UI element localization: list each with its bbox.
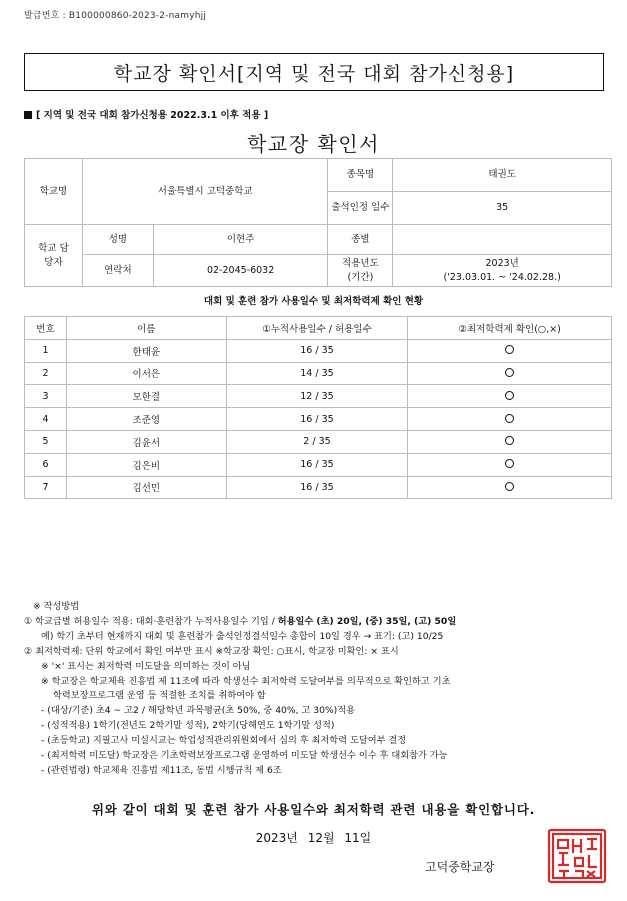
athlete-table-header: [25, 317, 612, 340]
row-check: [408, 430, 612, 453]
contact-value: 02-2045-6032: [153, 255, 328, 287]
period-value: [393, 255, 612, 287]
principal-name: 고덕중학교장: [425, 860, 495, 874]
row-check: [408, 362, 612, 385]
school-value: 서울특별시 고덕중학교: [82, 159, 328, 225]
col-header-no: 번호: [25, 317, 67, 340]
circle-check-icon: [505, 436, 514, 445]
row-days: 16 / 35: [226, 453, 408, 476]
square-bullet-icon: [24, 111, 32, 119]
table-row: [25, 453, 612, 476]
circle-check-icon: [505, 368, 514, 377]
guide-line: - (대상/기준) 초4 ~ 고2 / 해당학년 과목평균(초 50%, 중 40%, 고 30%)적용: [41, 705, 356, 717]
row-name: 김은비: [66, 453, 226, 476]
table-row: [25, 385, 612, 408]
row-no: 7: [25, 476, 67, 499]
row-days: 14 / 35: [226, 362, 408, 385]
circle-check-icon: [505, 391, 514, 400]
period-range: ('23.03.01. ~ '24.02.28.): [443, 271, 561, 283]
row-no: 1: [25, 339, 67, 362]
guide-line: - (최저학력 미도달) 학교장은 기초학력보장프로그램 운영하여 미도달 학생선수 이수 후 대회참가 가능: [41, 750, 448, 762]
school-seal-stamp: [545, 826, 609, 886]
attendance-label: 출석인정 일수: [328, 192, 393, 225]
guide-line: - (성적적용) 1학기(전년도 2학기말 성적), 2학기(당해연도 1학기말 성적): [41, 720, 335, 732]
category-label: 종별: [328, 225, 393, 255]
row-check: [408, 476, 612, 499]
guide-line: ※ 학교장은 학교체육 진흥법 제 11조에 따라 학생선수 최저학력 도달여부를 의무적으로 확인하고 기초: [41, 675, 451, 687]
row-name: 조준영: [66, 408, 226, 431]
row-no: 2: [25, 362, 67, 385]
notice-line: [24, 107, 268, 121]
row-name: 모한결: [66, 385, 226, 408]
row-days: 2 / 35: [226, 430, 408, 453]
date-year: 2023년: [255, 831, 298, 845]
row-no: 6: [25, 453, 67, 476]
guide-line: [24, 615, 614, 630]
athlete-table: [24, 316, 612, 499]
circle-check-icon: [505, 414, 514, 423]
row-days: 16 / 35: [226, 476, 408, 499]
school-label: 학교명: [25, 159, 83, 225]
attendance-value: 35: [393, 192, 612, 225]
writing-guide: [24, 600, 614, 779]
guide-line: ② 최저학력제: 단위 학교에서 확인 여부만 표시 ※학교장 확인: ○표시, 학교장 미확인: × 표시: [24, 645, 399, 657]
row-check: [408, 408, 612, 431]
table-row: [25, 430, 612, 453]
guide-line: 학력보장프로그램 운영 등 적절한 조치를 취하여야 함: [53, 690, 266, 702]
row-no: 3: [25, 385, 67, 408]
event-value: 태권도: [393, 159, 612, 192]
date-month: 12월: [307, 831, 335, 845]
category-value: [393, 225, 612, 255]
period-label: 적용년도 (기간): [328, 255, 393, 287]
col-header-name: 이름: [66, 317, 226, 340]
row-days: 16 / 35: [226, 408, 408, 431]
issue-number: 발급번호 : B100000860-2023-2-namyhjj: [24, 11, 207, 21]
period-year: 2023년: [485, 257, 519, 269]
row-check: [408, 453, 612, 476]
name-value: 이현주: [153, 225, 328, 255]
guide-heading: ※ 작성방법: [33, 601, 80, 612]
event-label: 종목명: [328, 159, 393, 192]
row-no: 4: [25, 408, 67, 431]
col-header-check: ②최저학력제 확인(○,×): [408, 317, 612, 340]
doc-title: 학교장 확인서: [247, 132, 380, 156]
section-title: 대회 및 훈련 참가 사용일수 및 최저학력제 확인 현황: [203, 296, 424, 307]
row-name: 김선민: [66, 476, 226, 499]
guide-line: 예) 학기 초부터 현재까지 대회 및 훈련참가 출석인정결석일수 총합이 10일 경우 → 표기: (고) 10/25: [41, 630, 444, 642]
date-day: 11일: [344, 831, 372, 845]
contact-label: 연락처: [82, 255, 153, 287]
table-row: [25, 476, 612, 499]
row-check: [408, 339, 612, 362]
row-name: 이서은: [66, 362, 226, 385]
row-check: [408, 385, 612, 408]
row-name: 한태윤: [66, 339, 226, 362]
row-name: 김윤서: [66, 430, 226, 453]
guide-emphasis: 허용일수 (초) 20일, (중) 35일, (고) 50일: [277, 615, 457, 627]
circle-check-icon: [505, 459, 514, 468]
table-row: [25, 339, 612, 362]
circle-check-icon: [505, 482, 514, 491]
guide-line: - (관련법령) 학교체육 진흥법 제11조, 동법 시행규칙 제 6조: [41, 764, 282, 776]
confirm-statement: 위와 같이 대회 및 훈련 참가 사용일수와 최저학력 관련 내용을 확인합니다.: [91, 802, 536, 817]
staff-label: 학교 담당자: [25, 225, 83, 287]
guide-line: ※ '×' 표시는 최저학력 미도달을 의미하는 것이 아님: [41, 660, 251, 672]
notice-text: [ 지역 및 전국 대회 참가신청용 2022.3.1 이후 적용 ]: [36, 110, 269, 121]
col-header-days: ①누적사용일수 / 허용일수: [226, 317, 408, 340]
issue-date: [0, 829, 627, 846]
guide-line: - (초등학교) 지필고사 미실시교는 학업성적관리위원회에서 심의 후 최저학력 도달여부 결정: [41, 735, 407, 747]
guide-text: ① 학교급별 허용일수 적용: 대회·훈련참가 누적사용일수 기입 /: [24, 615, 278, 627]
row-days: 12 / 35: [226, 385, 408, 408]
name-label: 성명: [82, 225, 153, 255]
row-days: 16 / 35: [226, 339, 408, 362]
header-title: 학교장 확인서[지역 및 전국 대회 참가신청용]: [24, 53, 604, 91]
school-info-table: [24, 158, 612, 287]
table-row: [25, 362, 612, 385]
row-no: 5: [25, 430, 67, 453]
table-row: [25, 408, 612, 431]
circle-check-icon: [505, 345, 514, 354]
